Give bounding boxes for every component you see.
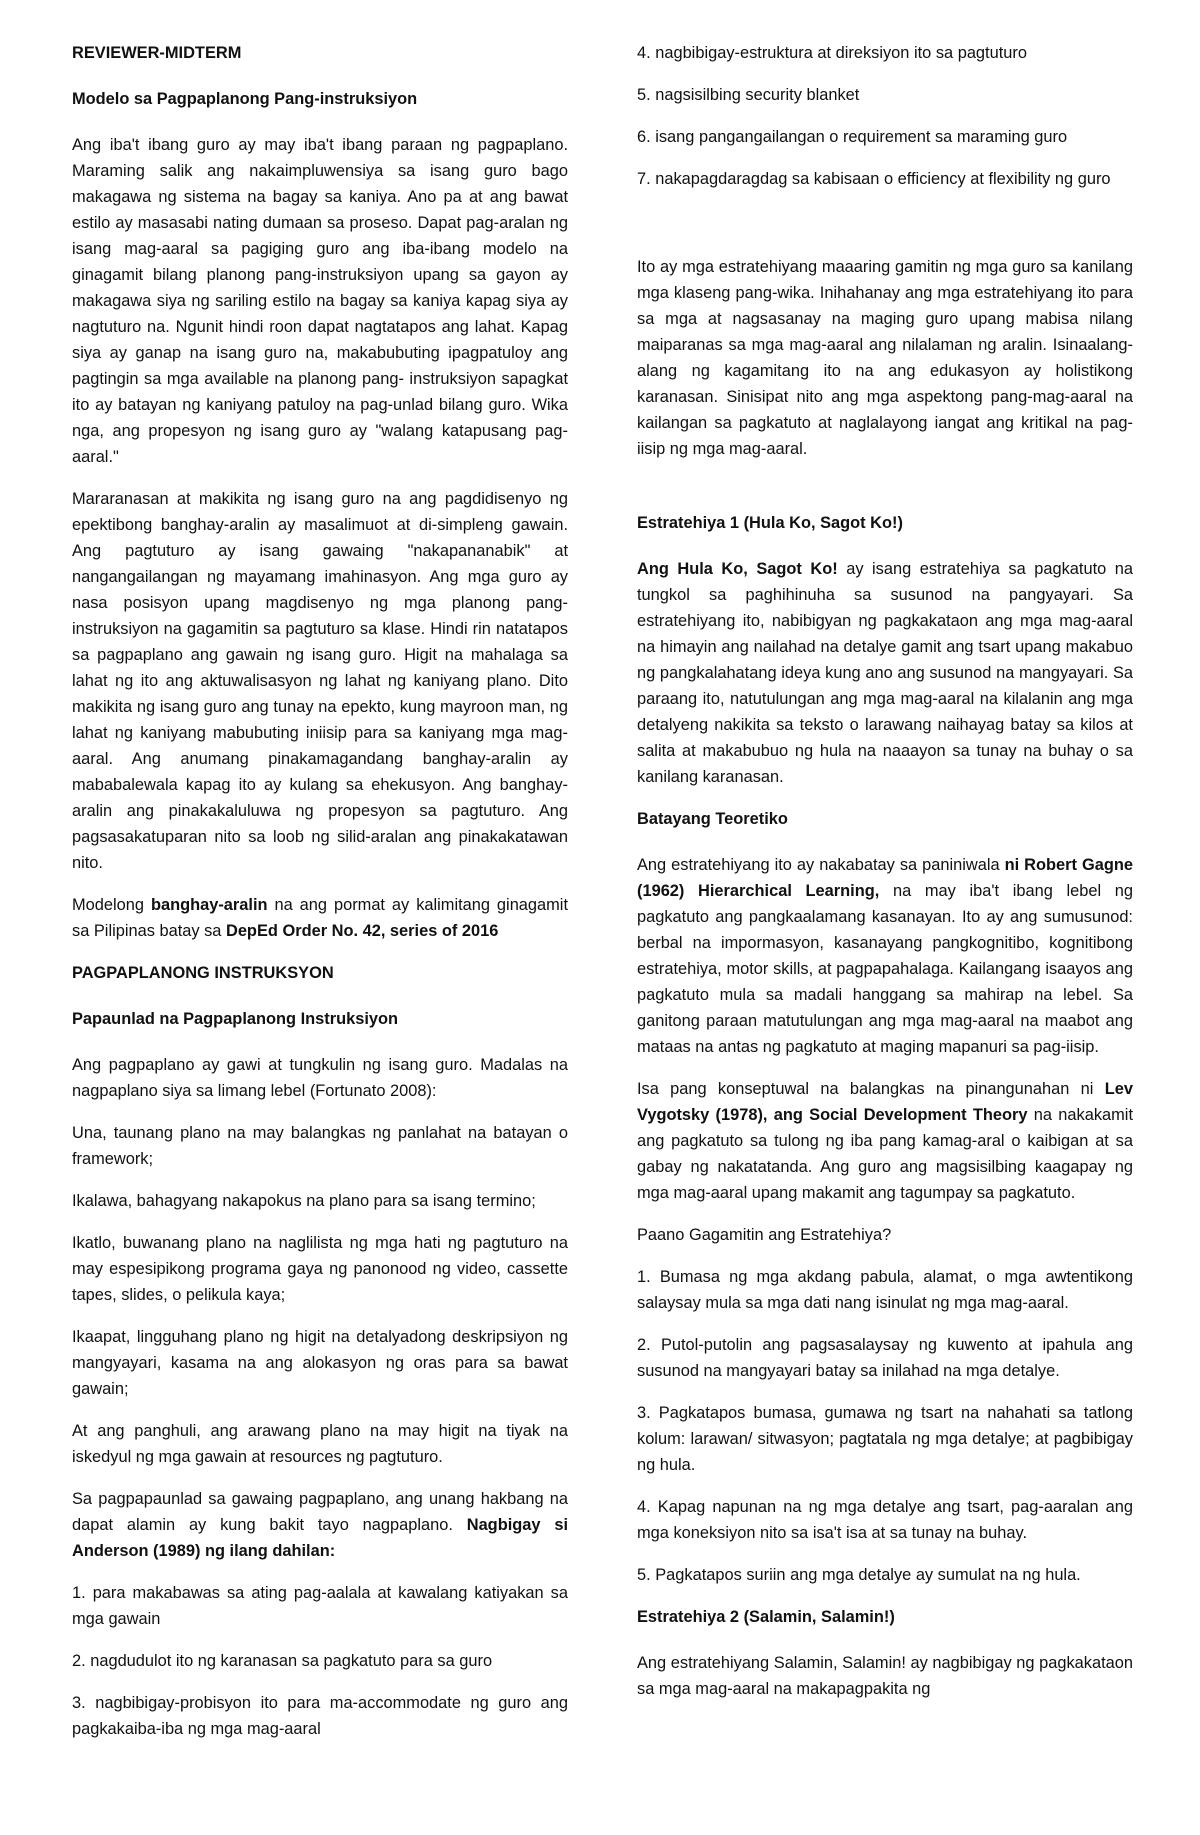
bold-run: Ang Hula Ko, Sagot Ko! bbox=[637, 560, 838, 578]
list-item: 6. isang pangangailangan o requirement sa maraming guro bbox=[637, 128, 1068, 146]
bold-run: Nagbigay si Anderson (1989) ng ilang dahilan: bbox=[72, 1516, 568, 1560]
paragraph-salamin: Ang estratehiyang Salamin, Salamin! ay nagbibigay ng pagkakataon sa mga mag-aaral na makapagpakita ng bbox=[637, 1654, 1133, 1698]
strategy-1-title: Estratehiya 1 (Hula Ko, Sagot Ko!) bbox=[637, 514, 903, 532]
list-item: 1. para makabawas sa ating pag-aalala at kawalang katiyakan sa mga gawain bbox=[72, 1584, 568, 1628]
paragraph-anderson bbox=[72, 1486, 568, 1564]
step-item: 2. Putol-putolin ang pagsasalaysay ng kuwento at ipahula ang susunod na mangyayari batay sa inilahad na mga detalye. bbox=[637, 1336, 1133, 1380]
text-run: na ang pormat ay kalimitang ginagamit sa Pilipinas batay sa bbox=[72, 896, 569, 940]
paragraph-banghay-aralin: Mararanasan at makikita ng isang guro na ang pagdidisenyo ng epektibong banghay-aralin ay masalimuot at di-simpleng gawain. Ang pagtuturo ay isang gawaing "nakapananabik" at nangangailangan ng mayamang imahinasyon. Ang mga guro ay nasa posisyon upang magdisenyo ng mga planong pang-instruksiyon na gagamitin sa pagtuturo sa klase. Hindi rin natatapos sa pagpaplano ang gawain ng isang guro. Higit na mahalaga sa lahat ng ito ang aktuwalisasyon ng lahat ng kaniyang plano. Dito makikita ng isang guro ang tunay na epekto, kung mayroon man, ng lahat ng kaniyang mabubuting iniisip para sa kaniyang mga mag-aaral. Ang anumang pinakamagandang banghay-aralin ay mababalewala kapag ito ay kulang sa ehekusyon. Ang banghay-aralin ang pinakakaluluwa ng propesyon sa pagtuturo. Ang pagsasakatuparan nito sa loob ng silid-aralan ang pinakakatawan nito. bbox=[72, 490, 568, 872]
bold-run: DepEd Order No. 42, series of 2016 bbox=[225, 922, 499, 940]
text-run: Sa pagpapaunlad sa gawaing pagpaplano, ang unang hakbang na dapat alamin ay kung bakit tayo nagpaplano. bbox=[72, 1490, 568, 1534]
paragraph-ikaapat: Ikaapat, lingguhang plano ng higit na detalyadong deskripsiyon ng mangyayari, kasama na ang alokasyon ng oras para sa bawat gawain; bbox=[72, 1328, 568, 1398]
bold-run: banghay-aralin bbox=[150, 896, 268, 914]
section-title-pagpaplanong: PAGPAPLANONG INSTRUKSYON bbox=[72, 964, 334, 982]
paragraph-ikalawa: Ikalawa, bahagyang nakapokus na plano para sa isang termino; bbox=[72, 1192, 536, 1210]
list-item: 2. nagdudulot ito ng karanasan sa pagkatuto para sa guro bbox=[72, 1652, 493, 1670]
step-item: 1. Bumasa ng mga akdang pabula, alamat, o mga awtentikong salaysay mula sa mga dati nang isinulat ng mga mag-aaral. bbox=[637, 1268, 1133, 1312]
paragraph-hula-ko bbox=[637, 556, 1133, 790]
paragraph-ikatlo: Ikatlo, buwanang plano na naglilista ng mga hati ng pagtuturo na may espesipikong programa gaya ng panonood ng video, cassette tapes, slides, o pelikula kaya; bbox=[72, 1234, 568, 1304]
text-run: Modelong bbox=[72, 896, 151, 914]
text-run: na nakakamit ang pagkatuto sa tulong ng iba pang kamag-aral o kaibigan at sa gabay ng nakatatanda. Ang guro ang magsisilbing kaagapay ng mga mag-aaral upang makamit ang tagumpay sa pagkatuto. bbox=[637, 1106, 1133, 1202]
list-item: 4. nagbibigay-estruktura at direksiyon ito sa pagtuturo bbox=[637, 44, 1027, 62]
document-title: REVIEWER-MIDTERM bbox=[72, 44, 242, 62]
right-column bbox=[637, 40, 1133, 1718]
section-title-modelo: Modelo sa Pagpaplanong Pang-instruksiyon bbox=[72, 90, 418, 108]
paragraph-panghuli: At ang panghuli, ang arawang plano na may higit na tiyak na iskedyul ng mga gawain at resources ng pagtuturo. bbox=[72, 1422, 568, 1466]
theory-title: Batayang Teoretiko bbox=[637, 810, 788, 828]
paragraph-intro: Ang iba't ibang guro ay may iba't ibang paraan ng pagpaplano. Maraming salik ang nakaimpluwensiya sa isang guro bago makagawa ng sistema na bagay sa kaniya. Ano pa at ang bawat estilo ay masasabi nating dumaan sa proseso. Dapat pag-aralan ng isang mag-aaral sa pagiging guro ang iba-ibang modelo na ginagamit bilang planong pang-instruksiyon upang sa gayon ay makagawa siya ng sariling estilo na bagay sa kaniya kapag siya ay nagtuturo na. Ngunit hindi roon dapat nagtatapos ang lahat. Kapag siya ay ganap na isang guro na, makabubuting ipagpatuloy ang pagtingin sa mga available na planong pang- instruksiyon sapagkat ito ay batayan ng kaniyang patuloy na pag-unlad bilang guro. Wika nga, ang propesyon ng isang guro ay "walang katapusang pag-aaral." bbox=[72, 136, 568, 466]
left-column bbox=[72, 40, 568, 1758]
text-run: na may iba't ibang lebel ng pagkatuto ang pangkaalamang kasanayan. Ito ay ang sumusunod: berbal na impormasyon, kasanayang pangkognitibo, kognitibong estratehiya, motor skills, at pagpapahalaga. Kailangang isaayos ang pagkatuto mula sa madali hanggang sa mahirap na lebel. Sa ganitong paraan matutulungan ang mga mag-aaral na maabot ang mataas na antas ng pagkatuto at maging mapanuri sa pag-iisip. bbox=[637, 882, 1133, 1056]
paragraph-limang-lebel: Ang pagpaplano ay gawi at tungkulin ng isang guro. Madalas na nagpaplano siya sa limang lebel (Fortunato 2008): bbox=[72, 1056, 568, 1100]
section-title-papaunlad: Papaunlad na Pagpaplanong Instruksiyon bbox=[72, 1010, 399, 1028]
spacer bbox=[637, 478, 1133, 510]
text-run: Isa pang konseptuwal na balangkas na pinangunahan ni bbox=[637, 1080, 1105, 1098]
bold-run: ni Robert Gagne (1962) Hierarchical Learning, bbox=[637, 856, 1133, 900]
text-run: Ang estratehiyang ito ay nakabatay sa paniniwala bbox=[637, 856, 1005, 874]
step-item: 4. Kapag napunan na ng mga detalye ang tsart, pag-aaralan ang mga koneksiyon nito sa isa't isa at sa tunay na buhay. bbox=[637, 1498, 1133, 1542]
strategy-2-title: Estratehiya 2 (Salamin, Salamin!) bbox=[637, 1608, 895, 1626]
bold-run: Lev Vygotsky (1978), ang Social Development Theory bbox=[637, 1080, 1133, 1124]
step-item: 3. Pagkatapos bumasa, gumawa ng tsart na nahahati sa tatlong kolum: larawan/ sitwasyon; pagtatala ng mga detalye; at pagbibigay ng hula. bbox=[637, 1404, 1133, 1474]
step-item: 5. Pagkatapos suriin ang mga detalye ay sumulat na ng hula. bbox=[637, 1566, 1081, 1584]
paragraph-estratehiya-intro: Ito ay mga estratehiyang maaaring gamitin ng mga guro sa kanilang mga klaseng pang-wika. Inihahanay ang mga estratehiyang ito para sa mga at nagsasanay na maging guro upang mabisa nilang maiparanas sa mga mag-aaral ang nilalaman ng aralin. Isinaalang-alang ng kagamitang ito na ang edukasyon ay holistikong karanasan. Sinisipat nito ang mga aspektong pang-mag-aaral na kailangan sa pagkatuto at naglalayong iangat ang kritikal na pag-iisip ng mga mag-aaral. bbox=[637, 258, 1133, 458]
list-item: 5. nagsisilbing security blanket bbox=[637, 86, 860, 104]
text-run: ay isang estratehiya sa pagkatuto na tungkol sa paghihinuha sa susunod na pangyayari. Sa estratehiyang ito, nabibigyan ng pagkakataon ang mga mag-aaral na himayin ang nailahad na detalye gamit ang tsart upang makabuo ng pangkalahatang ideya kung ano ang susunod na mangyayari. Sa paraang ito, natutulungan ang mga mag-aaral na kilalanin ang mga detalyeng nakikita sa teksto o larawang naihayag batay sa kilos at salita at makabubuo ng hula na naaayon sa tunay na buhay o sa kanilang karanasan. bbox=[637, 560, 1133, 786]
paragraph-gagne bbox=[637, 852, 1133, 1060]
paragraph-vygotsky bbox=[637, 1076, 1133, 1206]
paragraph-una: Una, taunang plano na may balangkas ng panlahat na batayan o framework; bbox=[72, 1124, 568, 1168]
spacer bbox=[637, 208, 1133, 254]
list-item: 7. nakapagdaragdag sa kabisaan o efficiency at flexibility ng guro bbox=[637, 170, 1111, 188]
howto-title: Paano Gagamitin ang Estratehiya? bbox=[637, 1226, 892, 1244]
paragraph-modelong-banghay bbox=[72, 892, 568, 944]
list-item: 3. nagbibigay-probisyon ito para ma-accommodate ng guro ang pagkakaiba-iba ng mga mag-aaral bbox=[72, 1694, 568, 1738]
